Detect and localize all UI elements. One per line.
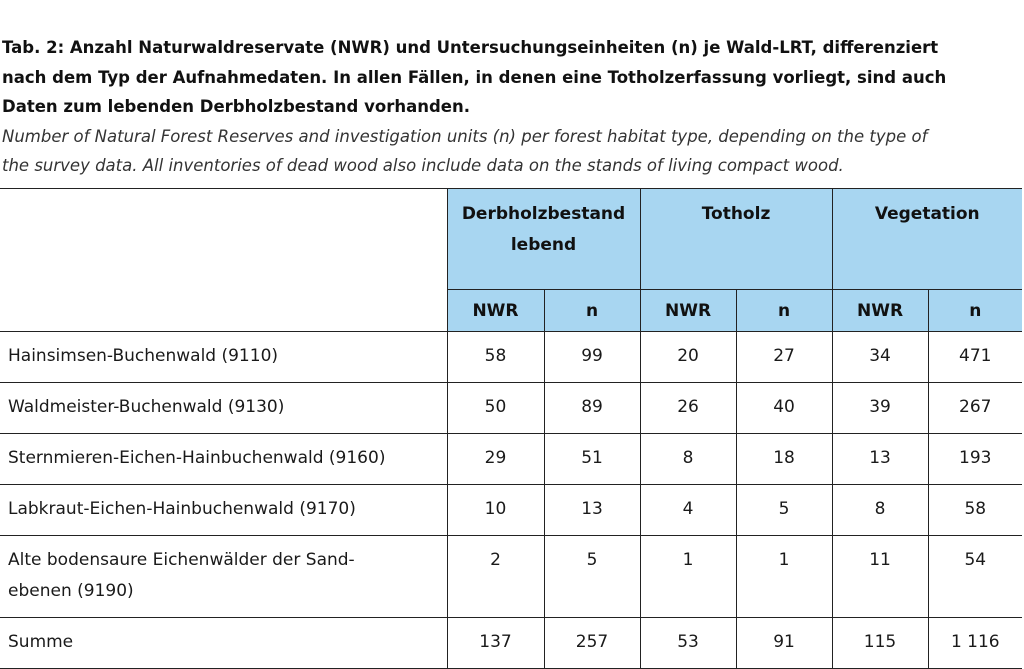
group-header-derbholz <box>447 189 640 290</box>
value-cell: 89 <box>544 383 640 434</box>
group-header-line: lebend <box>510 235 577 255</box>
caption-english-line: the survey data. All inventories of dead wood also include data on the stands of living compact wood. <box>2 156 844 175</box>
group-header-line: Vegetation <box>874 204 980 224</box>
group-header-totholz <box>640 189 832 290</box>
row-label: Labkraut-Eichen-Hainbuchenwald (9170) <box>0 485 447 536</box>
value-cell: 11 <box>832 536 928 618</box>
value-cell: 99 <box>544 332 640 383</box>
value-cell: 58 <box>447 332 544 383</box>
value-cell: 51 <box>544 434 640 485</box>
value-cell: 18 <box>736 434 832 485</box>
value-cell: 26 <box>640 383 736 434</box>
value-cell: 58 <box>928 485 1022 536</box>
value-cell: 8 <box>832 485 928 536</box>
group-header-vegetation <box>832 189 1022 290</box>
subheader-cell: n <box>928 290 1022 332</box>
value-cell: 53 <box>640 618 736 669</box>
table-row <box>0 332 1022 383</box>
group-header-line: Derbholzbestand <box>461 204 626 224</box>
value-cell: 2 <box>447 536 544 618</box>
row-label <box>0 536 447 618</box>
value-cell: 1 116 <box>928 618 1022 669</box>
subheader-cell: n <box>736 290 832 332</box>
value-cell: 50 <box>447 383 544 434</box>
value-cell: 1 <box>640 536 736 618</box>
value-cell: 137 <box>447 618 544 669</box>
value-cell: 54 <box>928 536 1022 618</box>
value-cell: 5 <box>736 485 832 536</box>
value-cell: 267 <box>928 383 1022 434</box>
row-label: Summe <box>0 618 447 669</box>
caption-german-line: Tab. 2: Anzahl Naturwaldreservate (NWR) und Untersuchungseinheiten (n) je Wald-LRT, differenziert <box>2 38 939 57</box>
corner-cell <box>0 189 447 332</box>
table-row <box>0 536 1022 618</box>
subheader-cell: NWR <box>832 290 928 332</box>
table-row <box>0 485 1022 536</box>
table-row <box>0 383 1022 434</box>
value-cell: 13 <box>544 485 640 536</box>
value-cell: 10 <box>447 485 544 536</box>
row-label: Sternmieren-Eichen-Hainbuchenwald (9160) <box>0 434 447 485</box>
subheader-cell: n <box>544 290 640 332</box>
value-cell: 471 <box>928 332 1022 383</box>
group-header-line: Totholz <box>701 204 771 224</box>
value-cell: 40 <box>736 383 832 434</box>
value-cell: 4 <box>640 485 736 536</box>
value-cell: 39 <box>832 383 928 434</box>
value-cell: 27 <box>736 332 832 383</box>
value-cell: 20 <box>640 332 736 383</box>
caption-german <box>2 33 1022 122</box>
row-label: Waldmeister-Buchenwald (9130) <box>0 383 447 434</box>
value-cell: 115 <box>832 618 928 669</box>
value-cell: 91 <box>736 618 832 669</box>
value-cell: 13 <box>832 434 928 485</box>
value-cell: 29 <box>447 434 544 485</box>
value-cell: 193 <box>928 434 1022 485</box>
value-cell: 257 <box>544 618 640 669</box>
table-row <box>0 434 1022 485</box>
subheader-cell: NWR <box>640 290 736 332</box>
row-label-line: Alte bodensaure Eichenwälder der Sand- <box>8 550 355 570</box>
value-cell: 1 <box>736 536 832 618</box>
data-table <box>0 188 1022 669</box>
row-label-line: ebenen (9190) <box>8 581 134 601</box>
row-label: Hainsimsen-Buchenwald (9110) <box>0 332 447 383</box>
value-cell: 34 <box>832 332 928 383</box>
caption-english <box>2 122 1022 181</box>
caption-german-line: nach dem Typ der Aufnahmedaten. In allen Fällen, in denen eine Totholzerfassung vorliegt, sind auch <box>2 67 947 87</box>
value-cell: 8 <box>640 434 736 485</box>
group-header-row <box>0 189 1022 290</box>
caption-english-line: Number of Natural Forest Reserves and investigation units (n) per forest habitat type, depending on the type of <box>2 126 928 146</box>
value-cell: 5 <box>544 536 640 618</box>
table-caption <box>2 33 1022 181</box>
caption-german-line: Daten zum lebenden Derbholzbestand vorhanden. <box>2 97 470 116</box>
sum-row <box>0 618 1022 669</box>
subheader-cell: NWR <box>447 290 544 332</box>
